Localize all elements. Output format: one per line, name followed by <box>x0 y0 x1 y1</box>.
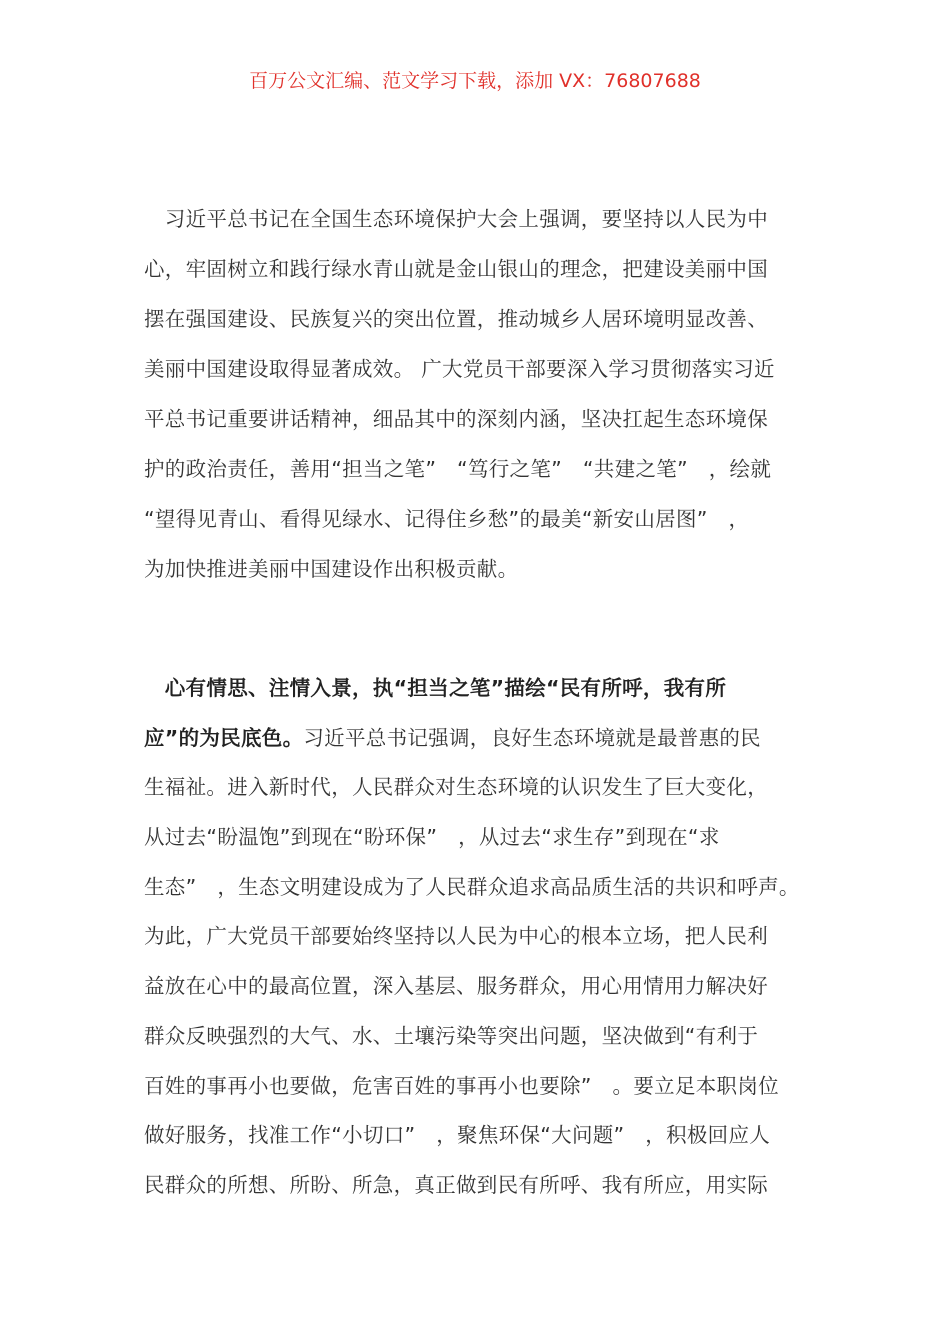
text-line: 为此，广大党员干部要始终坚持以人民为中心的根本立场，把人民利 <box>144 924 768 948</box>
text-line: 美丽中国建设取得显著成效。 广大党员干部要深入学习贯彻落实习近 <box>144 357 775 381</box>
text-line: 百姓的事再小也要做，危害百姓的事再小也要除” 。要立足本职岗位 <box>144 1074 779 1098</box>
text-line: 平总书记重要讲话精神，细品其中的深刻内涵，坚决扛起生态环境保 <box>144 407 768 431</box>
text-line: 群众反映强烈的大气、水、土壤污染等突出问题，坚决做到“有利于 <box>144 1024 759 1048</box>
bold-heading-end: 应”的为民底色。 <box>144 726 304 750</box>
text-line: “望得见青山、看得见绿水、记得住乡愁”的最美“新安山居图” ， <box>144 507 750 531</box>
text-line: 为加快推进美丽中国建设作出积极贡献。 <box>144 557 519 581</box>
text-line <box>144 724 761 752</box>
text-line: 护的政治责任，善用“担当之笔” “笃行之笔” “共建之笔” ，绘就 <box>144 457 772 481</box>
text-line: 习近平总书记在全国生态环境保护大会上强调，要坚持以人民为中 <box>144 207 768 231</box>
watermark-header: 百万公文汇编、范文学习下载，添加 VX：76807688 <box>249 70 701 92</box>
text-line: 生态” ，生态文明建设成为了人民群众追求高品质生活的共识和呼声。 <box>144 875 800 899</box>
text-line: 民群众的所想、所盼、所急，真正做到民有所呼、我有所应，用实际 <box>144 1173 768 1197</box>
text-line: 心，牢固树立和践行绿水青山就是金山银山的理念，把建设美丽中国 <box>144 257 768 281</box>
text-line: 生福祉。进入新时代，人民群众对生态环境的认识发生了巨大变化， <box>144 775 768 799</box>
text-line: 摆在强国建设、民族复兴的突出位置，推动城乡人居环境明显改善、 <box>144 307 768 331</box>
text-line: 益放在心中的最高位置，深入基层、服务群众，用心用情用力解决好 <box>144 974 768 998</box>
text-span: 习近平总书记强调，良好生态环境就是最普惠的民 <box>303 726 761 750</box>
bold-heading-line: 心有情思、注情入景，执“担当之笔”描绘“民有所呼，我有所 <box>144 676 727 700</box>
text-line: 做好服务，找准工作“小切口” ，聚焦环保“大问题” ，积极回应人 <box>144 1123 771 1147</box>
text-line: 从过去“盼温饱”到现在“盼环保” ，从过去“求生存”到现在“求 <box>144 825 720 849</box>
